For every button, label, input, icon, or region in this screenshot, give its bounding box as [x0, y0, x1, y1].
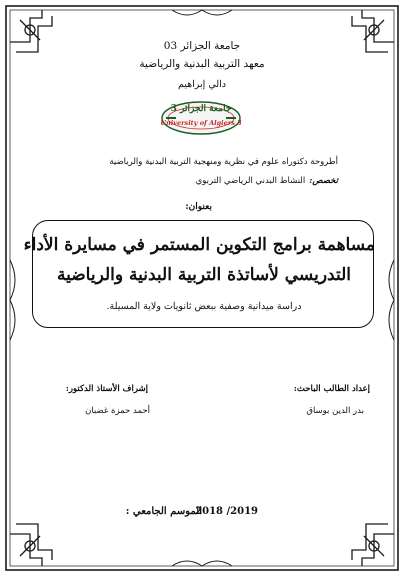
title-box — [23, 220, 375, 328]
supervisor-label: إشراف الأستاذ الدكتور: — [65, 384, 148, 394]
thesis-subtitle: دراسة ميدانية وصفية ببعض ثانويات ولاية المسيلة. — [106, 301, 302, 312]
corner-ornament-bottom-right — [352, 524, 394, 566]
title-label: بعنوان: — [185, 202, 212, 212]
student-name: بدر الدين بوساق — [306, 406, 364, 416]
logo-latin-text: University of Algiers 3 — [160, 119, 242, 127]
corner-ornament-bottom-left — [10, 524, 52, 566]
university-logo — [160, 100, 242, 136]
university-name: جامعة الجزائر 03 — [163, 40, 241, 52]
student-label: إعداد الطالب الباحث: — [293, 384, 370, 394]
side-ornament-left — [10, 260, 15, 340]
specialty-line — [196, 176, 338, 186]
specialty-label: تخصص: — [309, 176, 338, 186]
bottom-ornament — [172, 561, 232, 566]
thesis-title-line-1: مساهمة برامج التكوين المستمر في مسايرة الأداء — [23, 235, 375, 255]
top-ornament — [172, 10, 232, 15]
thesis-type: أطروحة دكتوراه علوم في نظرية ومنهجية التربية البدنية والرياضية — [109, 157, 338, 167]
specialty-value: النشاط البدني الرياضي التربوي — [195, 176, 306, 186]
academic-year-value: 2018 /2019 — [195, 506, 258, 517]
supervisor-name: أحمد حمزة غضبان — [85, 406, 150, 416]
logo-arabic-text: جامعة الجزائر 3 — [170, 104, 232, 114]
academic-year-label: الموسم الجامعي : — [125, 506, 202, 517]
institute-name: معهد التربية البدنية والرياضية — [139, 58, 265, 70]
thesis-title-line-2: التدريسي لأساتذة التربية البدنية والرياضية — [57, 265, 351, 285]
campus-name: دالي إبراهيم — [177, 79, 227, 90]
side-ornament-right — [389, 260, 394, 340]
